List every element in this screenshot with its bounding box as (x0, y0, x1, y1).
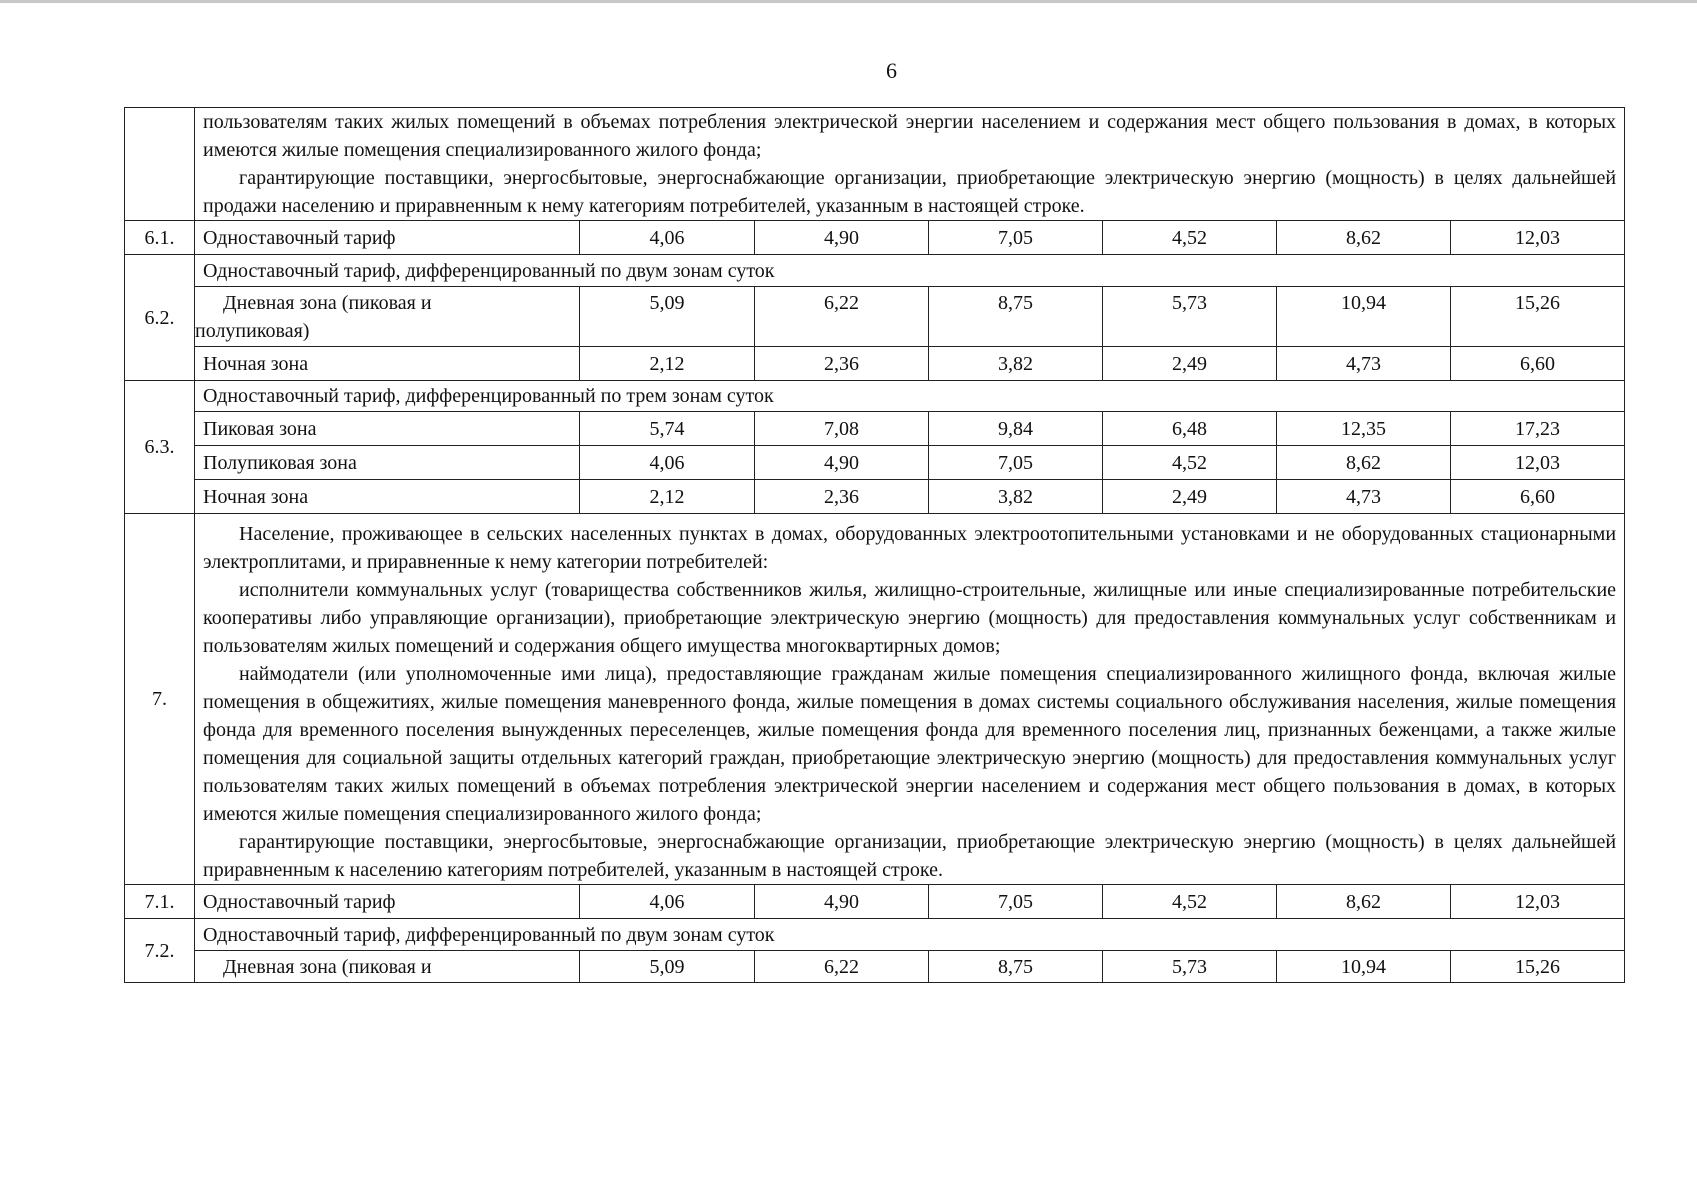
value-cell: 2,49 (1103, 480, 1277, 514)
table-row (125, 347, 1625, 381)
subsection-header: Одноставочный тариф, дифференцированный по двум зонам суток (195, 919, 1625, 951)
value-cell: 3,82 (929, 347, 1103, 381)
value-cell: 8,75 (929, 287, 1103, 347)
page-number: 6 (886, 58, 897, 83)
value-cell: 12,03 (1451, 885, 1625, 919)
value-cell: 10,94 (1277, 287, 1451, 347)
value-cell: 5,09 (580, 287, 755, 347)
value-cell: 2,36 (755, 480, 929, 514)
value-cell: 2,12 (580, 347, 755, 381)
value-cell: 4,52 (1103, 446, 1277, 480)
value-cell: 15,26 (1451, 287, 1625, 347)
table-row (125, 108, 1625, 221)
row-number: 6.2. (125, 255, 195, 381)
value-cell: 7,05 (929, 885, 1103, 919)
value-cell: 4,73 (1277, 347, 1451, 381)
table-row (125, 480, 1625, 514)
table-row (125, 919, 1625, 951)
value-cell: 2,49 (1103, 347, 1277, 381)
section-6-text (195, 108, 1625, 221)
value-cell: 4,06 (580, 221, 755, 255)
label-line: полупиковая) (195, 320, 310, 342)
row-number: 7.1. (125, 885, 195, 919)
tariff-table (124, 107, 1625, 983)
value-cell: 6,60 (1451, 480, 1625, 514)
row-number: 7. (125, 514, 195, 885)
paragraph: наймодатели (или уполномоченные ими лица), предоставляющие гражданам жилые помещения специализированного жилищного фонда, включая жилые помещения в общежитиях, жилые помещения маневренного фонда, жилые помещения в домах системы социального обслуживания населения, жилые помещения фонда для временного поселения вынужденных переселенцев, жилые помещения фонда для временного поселения лиц, признанных беженцами, а также жилые помещения для социальной защиты отдельных категорий граждан, приобретающие электрическую энергию (мощность) для предоставления коммунальных услуг пользователям таких жилых помещений в объемах потребления электрической энергии населением и содержания мест общего пользования в домах, в которых имеются жилые помещения специализированного жилого фонда; (203, 663, 1617, 825)
value-cell: 4,52 (1103, 221, 1277, 255)
subsection-header: Одноставочный тариф, дифференцированный по трем зонам суток (195, 381, 1625, 412)
value-cell: 5,09 (580, 951, 755, 983)
row-label: Пиковая зона (195, 412, 580, 446)
value-cell: 2,12 (580, 480, 755, 514)
value-cell: 4,06 (580, 446, 755, 480)
section-7-text (195, 514, 1625, 885)
value-cell: 6,22 (755, 951, 929, 983)
value-cell: 5,74 (580, 412, 755, 446)
value-cell: 4,90 (755, 221, 929, 255)
value-cell: 4,73 (1277, 480, 1451, 514)
label-line: Дневная зона (пиковая и (223, 955, 432, 978)
table-row (125, 287, 1625, 347)
value-cell: 12,03 (1451, 446, 1625, 480)
paragraph: Население, проживающее в сельских населенных пунктах в домах, оборудованных электроотопительными установками и не оборудованных стационарными электроплитами, и приравненные к нему категории потребителей: (203, 523, 1617, 573)
paragraph: пользователям таких жилых помещений в объемах потребления электрической энергии населением и содержания мест общего пользования в домах, в которых имеются жилые помещения специализированного жилого фонда; (203, 111, 1617, 161)
label-line: Дневная зона (пиковая и (223, 292, 432, 314)
value-cell: 4,06 (580, 885, 755, 919)
value-cell: 2,36 (755, 347, 929, 381)
value-cell: 7,05 (929, 446, 1103, 480)
table-row (125, 412, 1625, 446)
row-label (195, 951, 580, 983)
value-cell: 4,90 (755, 885, 929, 919)
table-row (125, 446, 1625, 480)
row-number-cell (125, 108, 195, 221)
row-number: 7.2. (125, 919, 195, 983)
row-number: 6.1. (125, 221, 195, 255)
value-cell: 8,62 (1277, 221, 1451, 255)
row-number: 6.3. (125, 381, 195, 514)
row-label: Одноставочный тариф (195, 885, 580, 919)
value-cell: 6,22 (755, 287, 929, 347)
value-cell: 3,82 (929, 480, 1103, 514)
table-row (125, 951, 1625, 983)
table-row (125, 514, 1625, 885)
value-cell: 7,08 (755, 412, 929, 446)
scan-top-edge (0, 0, 1697, 3)
value-cell: 4,52 (1103, 885, 1277, 919)
table-row (125, 255, 1625, 287)
value-cell: 9,84 (929, 412, 1103, 446)
paragraph: гарантирующие поставщики, энергосбытовые, энергоснабжающие организации, приобретающие электрическую энергию (мощность) в целях дальнейшей продажи населению и приравненным к нему категориям потребителей, указанным в настоящей строке. (203, 167, 1617, 217)
value-cell: 5,73 (1103, 951, 1277, 983)
row-label (195, 287, 580, 347)
value-cell: 8,62 (1277, 885, 1451, 919)
value-cell: 10,94 (1277, 951, 1451, 983)
paragraph: исполнители коммунальных услуг (товарищества собственников жилья, жилищно-строительные, жилищные или иные специализированные потребительские кооперативы либо управляющие организации), приобретающие электрическую энергию (мощность) для предоставления коммунальных услуг собственникам и пользователям жилых помещений и содержания общего имущества многоквартирных домов; (203, 579, 1617, 657)
table-row (125, 885, 1625, 919)
value-cell: 7,05 (929, 221, 1103, 255)
value-cell: 8,62 (1277, 446, 1451, 480)
value-cell: 12,03 (1451, 221, 1625, 255)
value-cell: 6,60 (1451, 347, 1625, 381)
row-label: Ночная зона (195, 347, 580, 381)
value-cell: 17,23 (1451, 412, 1625, 446)
row-label: Полупиковая зона (195, 446, 580, 480)
table-row (125, 381, 1625, 412)
value-cell: 8,75 (929, 951, 1103, 983)
subsection-header: Одноставочный тариф, дифференцированный по двум зонам суток (195, 255, 1625, 287)
value-cell: 5,73 (1103, 287, 1277, 347)
row-label: Одноставочный тариф (195, 221, 580, 255)
paragraph: гарантирующие поставщики, энергосбытовые, энергоснабжающие организации, приобретающие электрическую энергию (мощность) в целях дальнейшей приравненным к населению категориям потребителей, указанным в настоящей строке. (203, 831, 1617, 881)
value-cell: 6,48 (1103, 412, 1277, 446)
value-cell: 15,26 (1451, 951, 1625, 983)
value-cell: 4,90 (755, 446, 929, 480)
table-row (125, 221, 1625, 255)
row-label: Ночная зона (195, 480, 580, 514)
value-cell: 12,35 (1277, 412, 1451, 446)
